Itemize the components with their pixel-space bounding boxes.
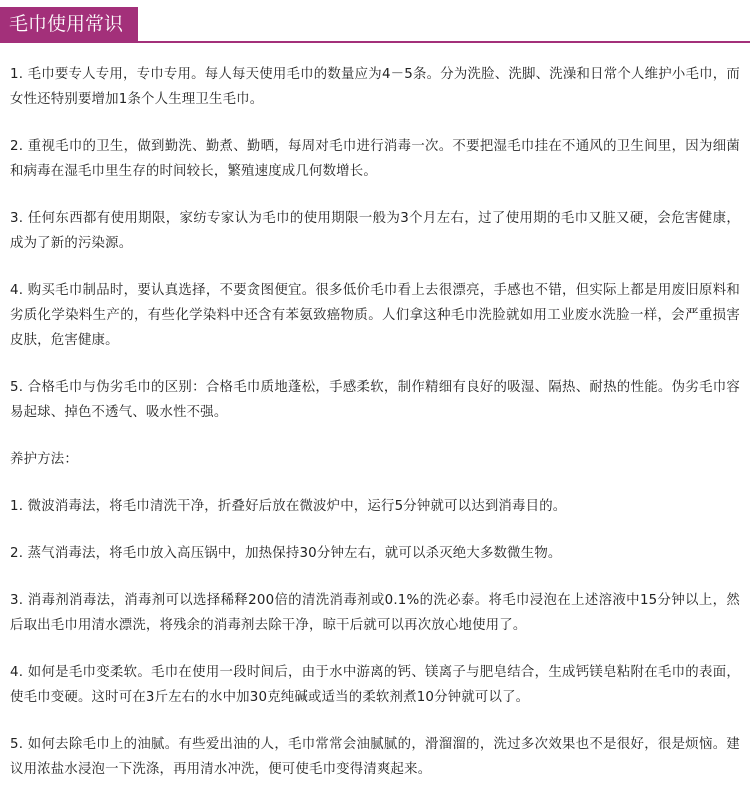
care-method-4: 4. 如何是毛巾变柔软。毛巾在使用一段时间后，由于水中游离的钙、镁离子与肥皂结合，生成钙镁皂粘附在毛巾的表面，使毛巾变硬。这时可在3斤左右的水中加30克纯碱或适当的柔软剂煮10分钟就可以了。 [10,665,740,705]
paragraph-rule-4: 4. 购买毛巾制品时，要认真选择，不要贪图便宜。很多低价毛巾看上去很漂亮，手感也不错，但实际上都是用废旧原料和劣质化学染料生产的，有些化学染料中还含有苯氨致癌物质。人们拿这种毛巾洗脸就如用工业废水洗脸一样，会严重损害皮肤，危害健康。 [10,283,740,348]
care-method-2: 2. 蒸气消毒法，将毛巾放入高压锅中，加热保持30分钟左右，就可以杀灭绝大多数微生物。 [10,546,562,561]
paragraph-rule-3: 3. 任何东西都有使用期限，家纺专家认为毛巾的使用期限一般为3个月左右，过了使用期的毛巾又脏又硬，会危害健康，成为了新的污染源。 [10,211,740,251]
paragraph-rule-5: 5. 合格毛巾与伪劣毛巾的区别：合格毛巾质地蓬松，手感柔软，制作精细有良好的吸湿、隔热、耐热的性能。伪劣毛巾容易起球、掉色不透气、吸水性不强。 [10,380,740,420]
care-method-5: 5. 如何去除毛巾上的油腻。有些爱出油的人，毛巾常常会油腻腻的，滑溜溜的，洗过多次效果也不是很好，很是烦恼。建议用浓盐水浸泡一下洗涤，再用清水冲洗，便可使毛巾变得清爽起来。 [10,737,740,777]
care-method-3: 3. 消毒剂消毒法，消毒剂可以选择稀释200倍的清洗消毒剂或0.1%的洗必泰。将毛巾浸泡在上述溶液中15分钟以上，然后取出毛巾用清水漂洗，将残余的消毒剂去除干净，晾干后就可以再次放心地使用了。 [10,593,740,633]
care-method-1: 1. 微波消毒法，将毛巾清洗干净，折叠好后放在微波炉中，运行5分钟就可以达到消毒目的。 [10,499,567,514]
care-methods-heading: 养护方法： [10,452,78,467]
paragraph-rule-1: 1. 毛巾要专人专用，专巾专用。每人每天使用毛巾的数量应为4－5条。分为洗脸、洗脚、洗澡和日常个人维护小毛巾，而女性还特别要增加1条个人生理卫生毛巾。 [10,67,740,107]
title-divider [0,41,750,43]
page-title: 毛巾使用常识 [0,7,138,41]
article-body [10,62,740,804]
page-header [0,0,750,48]
paragraph-rule-2: 2. 重视毛巾的卫生，做到勤洗、勤煮、勤晒，每周对毛巾进行消毒一次。不要把湿毛巾挂在不通风的卫生间里，因为细菌和病毒在湿毛巾里生存的时间较长，繁殖速度成几何数增长。 [10,139,740,179]
